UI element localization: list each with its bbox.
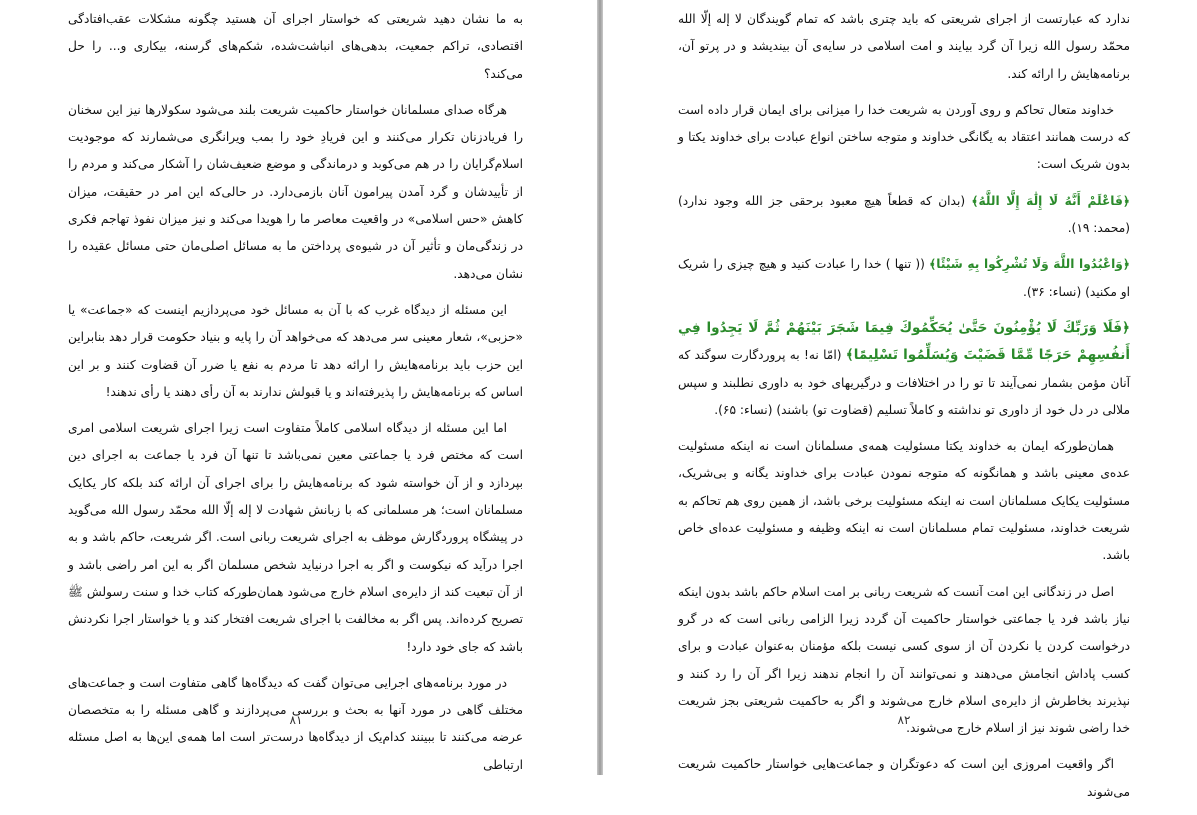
paragraph: همان‌طورکه ایمان به خداوند یکتا مسئولیت همه‌ی مسلمانان است نه اینکه مسئولیت عده‌ی معینی باشد و همانگونه که متوجه نمودن عبادت برای خداوند یگانه و بی‌شریک، مسئولیت یکایک مسلمانان است نه اینکه مسئولیت برخی باشد، از همین روی هم تحاکم به شریعت خداوند، مسئولیت تمام مسلمانان است نه اینکه وظیفه و مسئولیت عده‌ای خاص باشد.: [678, 439, 1130, 563]
paragraph: ندارد که عبارتست از اجرای شریعتی که باید چتری باشد که تمام گویندگان لا إله إلّا الله محمّد رسول الله زیرا آن گرد بیایند و امت اسلامی در سایه‌ی آن بیندیشد و در پرتو آن، برنامه‌هایش را ارائه کند.: [678, 12, 1130, 81]
paragraph: به ما نشان دهید شریعتی که خواستار اجرای آن هستید چگونه مشکلات عقب‌افتادگی اقتصادی، تراکم جمعیت، بدهی‌های انباشت‌شده، شکم‌های گرسنه، بیکاری و... را حل می‌کند؟: [68, 12, 523, 81]
paragraph: اصل در زندگانی این امت آنست که شریعت ربانی بر امت اسلام حاکم باشد بدون اینکه نیاز باشد فرد یا جماعتی خواستار حاکمیت آن گردد زیرا الزامی ربانی است که در گرو درخواست کردن یا نکردن آن از سوی کسی نیست بلکه مؤمنان به‌عنوان عبادت و برای کسب پاداش انجامش می‌دهند و نمی‌توانند آن را انجام ندهند زیرا اگر آن را رد کنند و نپذیرند بخاطرش از دایره‌ی اسلام خارج می‌شوند و اگر به حاکمیت شریعتی بجز شریعت خدا راضی شوند نیز از اسلام خارج می‌شوند.: [678, 584, 1130, 736]
quran-verse: ﴿فَاعْلَمْ أَنَّهُ لَا إِلَٰهَ إِلَّا اللَّهُ﴾: [971, 193, 1131, 208]
paragraph: اما این مسئله از دیدگاه اسلامی کاملاً متفاوت است زیرا اجرای شریعت اسلامی امری است که مختص فرد یا جماعتی معین نمی‌باشد تا تنها آن فرد یا جماعت به اجرای دین بپردازد و از آن خواسته شود که برنامه‌هایش را برای اجرای آن ارائه کند بلکه کار یکایک مسلمانان است؛ هر مسلمانی که با زبانش شهادت لا إله إلّا الله محمّد رسول الله می‌گوید در پیشگاه پروردگارش موظف به اجرای شریعت ربانی است. اگر شریعت، حاکم باشد و به اجرا درآید که نیکوست و اگر به اجرا درنیاید شخص مسلمان اگر به این امر راضی باشد و از آن تبعیت کند از دایره‌ی اسلام خارج می‌شود همان‌طورکه کتاب خدا و سنت رسولش ﷺ تصریح کرده‌اند. پس اگر به مخالفت با اجرای شریعت افتخار کند و یا خواستار اجرا نکردنش باشد که جای خود دارد!: [68, 421, 523, 654]
verse-translation: (بدان که قطعاً هیچ معبود برحقی جز الله وجود ندارد) (محمد: ۱۹).: [678, 193, 1130, 236]
page-number: ۸۲: [897, 713, 911, 727]
verse-line: [678, 188, 1130, 243]
quran-verse: ﴿فَلَا وَرَبِّكَ لَا يُؤْمِنُونَ حَتَّىٰ يُحَكِّمُوكَ فِيمَا شَجَرَ بَيْنَهُمْ ثُمَّ لَا يَجِدُوا فِي أَنفُسِهِمْ حَرَجًا مِّمَّا قَضَيْتَ وَيُسَلِّمُوا تَسْلِيمًا﴾: [678, 319, 1131, 364]
right-page-body: [678, 6, 1130, 815]
left-page-body: [68, 6, 523, 788]
page-number: ۸۱: [289, 713, 303, 727]
paragraph: هرگاه صدای مسلمانان خواستار حاکمیت شریعت بلند می‌شود سکولارها نیز این سخنان را فریادزنان تکرار می‌کنند و این فریادِ خود را بمب ویرانگری می‌شمارند که موجودیت اسلام‌گرایان را در هم می‌کوبد و درماندگی و موضع ضعیف‌شان را آشکار می‌کند و مردم را از تأییدشان و گرد آمدن پیرامون آنان بازمی‌دارد. در حالی‌که این امر در حقیقت، میزان کاهش «حس اسلامی» در واقعیت معاصر ما را هویدا می‌کند و نیز میزان نفوذ تهاجم فکری در زندگی‌مان و تأثیر آن در شیوه‌ی پرداختن ما به مسائل اصلی‌مان حتی مسائل عقیده را نشان می‌دهد.: [68, 102, 523, 281]
left-page: [0, 0, 597, 775]
verse-line: [678, 315, 1130, 424]
paragraph: در مورد برنامه‌های اجرایی می‌توان گفت که دیدگاه‌ها گاهی متفاوت است و جماعت‌های مختلف گاهی در مورد آنها به بحث و بررسی می‌پردازند و گاهی مسئله را به متخصصان عرضه می‌کنند تا ببینند کدام‌یک از دیدگاه‌ها درست‌تر است اما همه‌ی این‌ها به اصل مسئله ارتباطی: [68, 675, 523, 772]
verse-translation: (( تنها ) خدا را عبادت کنید و هیچ چیزی را شریک او مکنید) (نساء: ۳۶).: [678, 257, 1130, 299]
right-page: [603, 0, 1197, 799]
paragraph: این مسئله از دیدگاه غرب که با آن به مسائل خود می‌پردازیم اینست که «جماعت» یا «حزبی»، شعار معینی سر می‌دهد که می‌خواهد آن را پایه و بنیاد حکومت قرار دهد بنابراین این حزب باید برنامه‌هایش را ارائه دهد تا مردم به نفع یا ضرر آن قضاوت کنند و بر این اساس که برنامه‌هایش را پذیرفته‌اند و یا قبولش ندارند به آن رأی دهند یا رأی ندهند!: [68, 302, 523, 399]
quran-verse: ﴿وَاعْبُدُوا اللَّهَ وَلَا تُشْرِكُوا بِهِ شَيْئًا﴾: [929, 257, 1131, 272]
verse-line: [678, 251, 1130, 306]
paragraph: اگر واقعیت امروزی این است که دعوتگران و جماعت‌هایی خواستار حاکمیت شریعت می‌شوند: [678, 757, 1130, 799]
verse-translation: (امّا نه! به پروردگارت سوگند که آنان مؤمن بشمار نمی‌آیند تا تو را در اختلافات و درگیریهای خود به داوری نطلبند و سپس ملالی در دل خود از داوری تو نداشته و کاملاً تسلیم (قضاوت تو) باشند) (نساء: ۶۵).: [678, 348, 1130, 417]
paragraph: خداوند متعال تحاکم و روی آوردن به شریعت خدا را میزانی برای ایمان قرار داده است که درست همانند اعتقاد به یگانگی خداوند و متوجه ساختن انواع عبادت برای خداوند یکتا و بدون شریک است:: [678, 102, 1130, 172]
